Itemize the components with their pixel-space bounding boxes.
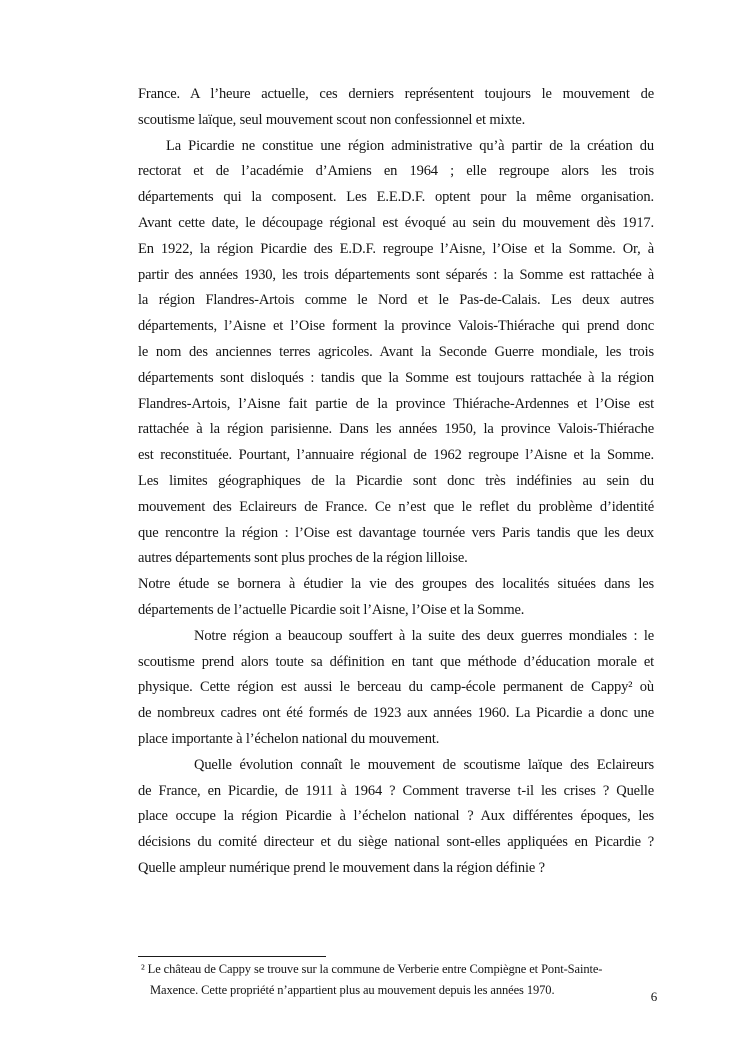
text-line-p5-l5: Quelle ampleur numérique prend le mouvement dans la région définie ? <box>138 859 545 876</box>
text-line-p2-l15: mouvement des Eclaireurs de France. Ce n’est que le reflet du problème d’identité <box>138 498 654 515</box>
text-line-p1-l2: scoutisme laïque, seul mouvement scout non confessionnel et mixte. <box>138 111 526 128</box>
text-line-p5-l1: Quelle évolution connaît le mouvement de scoutisme laïque des Eclaireurs <box>194 756 654 773</box>
text-line-p5-l4: décisions du comité directeur et du siège national sont-elles appliquées en Picardie ? <box>138 834 654 851</box>
text-line-p4-l3: physique. Cette région est aussi le berceau du camp-école permanent de Cappy² où <box>138 679 654 696</box>
text-line-p3-l2: départements de l’actuelle Picardie soit l’Aisne, l’Oise et la Somme. <box>138 601 525 618</box>
text-line-p2-l12: rattachée à la région parisienne. Dans les années 1950, la province Valois-Thiérache <box>138 421 654 438</box>
body-text <box>138 82 654 882</box>
text-line-p2-l13: est reconstituée. Pourtant, l’annuaire régional de 1962 regroupe l’Aisne et la Somme. <box>138 447 654 464</box>
text-line-p2-l5: En 1922, la région Picardie des E.D.F. regroupe l’Aisne, l’Oise et la Somme. Or, à <box>138 240 654 257</box>
text-line-p5-l2: de France, en Picardie, de 1911 à 1964 ? Comment traverse t-il les crises ? Quelle <box>138 782 654 799</box>
text-line-p1-l1: France. A l’heure actuelle, ces derniers représentent toujours le mouvement de <box>138 86 654 102</box>
footnote-line-2: Maxence. Cette propriété n’appartient plus au mouvement depuis les années 1970. <box>150 982 555 997</box>
text-line-p2-l16: que rencontre la région : l’Oise est davantage tournée vers Paris tandis que les deux <box>138 524 654 541</box>
text-line-p2-l10: départements sont disloqués : tandis que la Somme est toujours rattachée à la région <box>138 369 654 386</box>
text-line-p2-l2: rectorat et de l’académie d’Amiens en 1964 ; elle regroupe alors les trois <box>138 163 654 180</box>
text-line-p5-l3: place occupe la région Picardie à l’échelon national ? Aux différentes époques, les <box>138 808 654 825</box>
footnote <box>141 959 641 1000</box>
text-line-p4-l1: Notre région a beaucoup souffert à la suite des deux guerres mondiales : le <box>194 627 654 644</box>
text-line-p2-l1: La Picardie ne constitue une région administrative qu’à partir de la création du <box>166 137 654 154</box>
text-line-p2-l11: Flandres-Artois, l’Aisne fait partie de la province Thiérache-Ardennes et l’Oise est <box>138 395 654 412</box>
text-line-p3-l1: Notre étude se bornera à étudier la vie des groupes des localités situées dans les <box>138 576 654 593</box>
text-line-p2-l17: autres départements sont plus proches de la région lilloise. <box>138 550 468 567</box>
text-line-p2-l8: départements, l’Aisne et l’Oise forment la province Valois-Thiérache qui prend donc <box>138 318 654 335</box>
text-line-p4-l4: de nombreux cadres ont été formés de 1923 aux années 1960. La Picardie a donc une <box>138 705 654 722</box>
text-line-p2-l6: partir des années 1930, les trois départements sont séparés : la Somme est rattachée à <box>138 266 654 283</box>
text-line-p2-l7: la région Flandres-Artois comme le Nord et le Pas-de-Calais. Les deux autres <box>138 292 654 309</box>
text-line-p2-l14: Les limites géographiques de la Picardie sont donc très indéfinies au sein du <box>138 472 654 489</box>
text-line-p4-l5: place importante à l’échelon national du mouvement. <box>138 730 440 747</box>
text-line-p2-l9: le nom des anciennes terres agricoles. Avant la Seconde Guerre mondiale, les trois <box>138 343 654 360</box>
footnote-separator <box>138 956 326 957</box>
footnote-line-1: ² Le château de Cappy se trouve sur la commune de Verberie entre Compiègne et Pont-Sainte- <box>141 962 603 976</box>
text-line-p2-l3: départements qui la composent. Les E.E.D.F. optent pour la même organisation. <box>138 189 654 206</box>
page-number: 6 <box>650 989 658 1004</box>
text-line-p4-l2: scoutisme prend alors toute sa définition en tant que méthode d’éducation morale et <box>138 653 654 670</box>
text-line-p2-l4: Avant cette date, le découpage régional est évoqué au sein du mouvement dès 1917. <box>138 214 654 231</box>
